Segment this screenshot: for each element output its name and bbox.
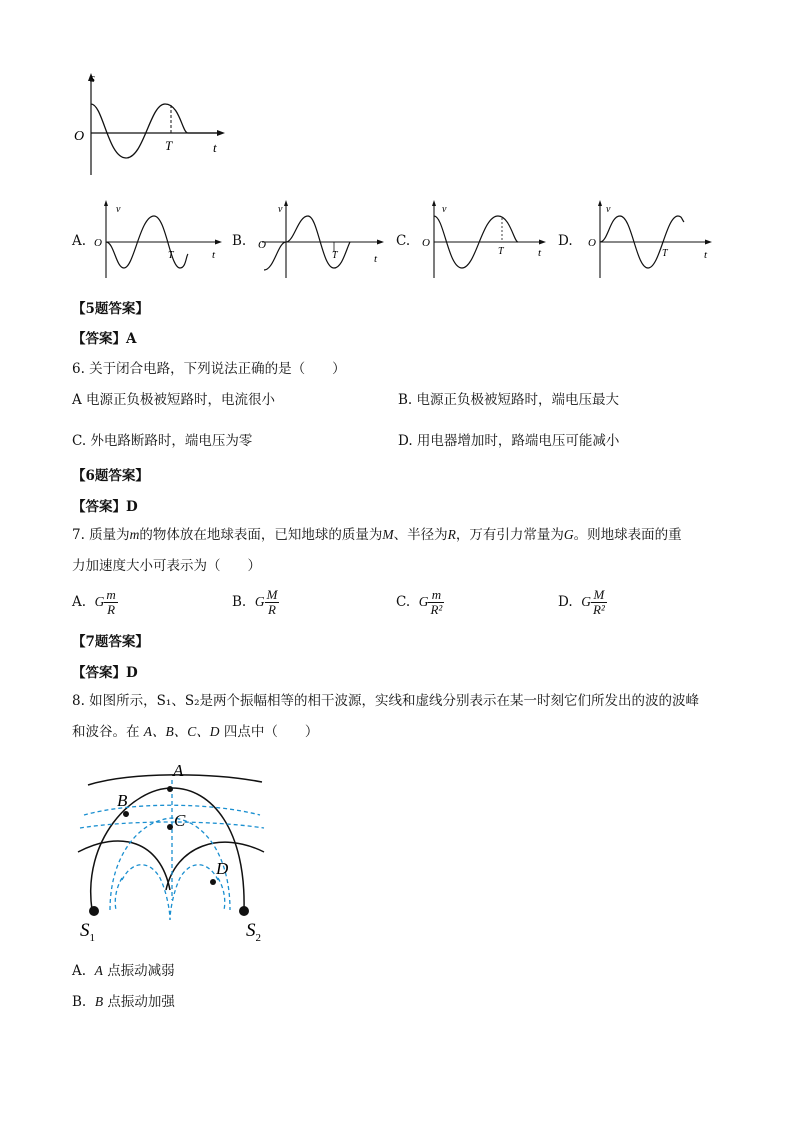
label-d: D	[216, 859, 229, 878]
point-c-dot	[167, 824, 173, 830]
option-d-t-mark: T	[662, 248, 668, 259]
option-c-origin: O	[422, 237, 430, 249]
q8-option-b: B. B 点振动加强	[72, 994, 175, 1010]
label-c: C	[174, 811, 186, 830]
option-a-v-label: v	[116, 204, 121, 215]
option-c-v-label: v	[442, 204, 447, 215]
interference-figure	[70, 760, 280, 950]
option-d-t-label: t	[704, 249, 708, 261]
q6-option-c: C. 外电路断路时，端电压为零	[72, 433, 253, 449]
q6-option-a: A 电源正负极被短路时，电流很小	[72, 392, 276, 408]
option-b-v-label: v	[278, 204, 283, 215]
q7-option-a: A. G $\frac{m}{R}$	[72, 587, 116, 617]
q5-answer: 【答案】A	[72, 331, 137, 347]
label-b: B	[117, 791, 128, 810]
point-a-dot	[167, 786, 173, 792]
option-b-graph	[254, 198, 394, 280]
label-a: A	[173, 761, 184, 780]
t-mark-label: T	[165, 138, 173, 153]
option-c-t-label: t	[538, 247, 542, 259]
q6-option-d: D. 用电器增加时，路端电压可能减小	[398, 433, 620, 449]
q5-section-header: 【5题答案】	[72, 301, 149, 317]
option-a-origin: O	[94, 237, 102, 249]
q7-option-c: C. G $\frac{m}{\text{R²}}$	[396, 587, 443, 617]
option-b-t-label: t	[374, 253, 378, 265]
q7-answer: 【答案】D	[72, 665, 138, 681]
q8-stem-line1: 8. 如图所示，S₁、S₂是两个振幅相等的相干波源，实线和虚线分别表示在某一时刻它们所发出的波的波峰	[72, 693, 699, 709]
option-a-t-mark: T	[168, 250, 174, 261]
option-d-origin: O	[588, 237, 596, 249]
option-b-origin: O	[258, 239, 266, 251]
q7-section-header: 【7题答案】	[72, 634, 149, 650]
label-s2: $S_2$	[246, 920, 261, 944]
q8-stem-line2: 和波谷。在 A、B、C、D 四点中（ ）	[72, 724, 319, 740]
option-b-t-mark: T	[332, 250, 338, 261]
point-d-dot	[210, 879, 216, 885]
option-c-t-mark: T	[498, 246, 504, 257]
q6-stem: 6. 关于闭合电路，下列说法正确的是（ ）	[72, 361, 346, 377]
option-a-letter: A.	[72, 233, 87, 249]
option-a-graph	[88, 198, 228, 280]
option-c-letter: C.	[396, 233, 411, 249]
point-b-dot	[123, 811, 129, 817]
q7-stem-line2: 力加速度大小可表示为（ ）	[72, 558, 261, 574]
source-s1-dot	[89, 906, 99, 916]
q7-stem-line1: 7. 质量为m的物体放在地球表面，已知地球的质量为M、半径为R，万有引力常量为G。则地球表面的重	[72, 527, 682, 543]
origin-label: O	[74, 129, 85, 144]
q8-option-a: A. A 点振动减弱	[72, 963, 175, 979]
option-c-graph	[408, 198, 553, 280]
q6-answer: 【答案】D	[72, 499, 138, 515]
option-d-v-label: v	[606, 204, 611, 215]
s-axis-label: s	[90, 70, 96, 85]
option-a-t-label: t	[212, 249, 216, 261]
t-axis-label: t	[213, 140, 217, 155]
option-d-letter: D.	[558, 233, 573, 249]
option-b-letter: B.	[232, 233, 247, 249]
q6-section-header: 【6题答案】	[72, 468, 149, 484]
q7-option-b: B. G $\frac{M}{R}$	[232, 587, 278, 617]
s-t-graph	[70, 70, 235, 180]
q6-option-b: B. 电源正负极被短路时，端电压最大	[398, 392, 620, 408]
q7-option-d: D. G $\frac{M}{\text{R²}}$	[558, 587, 605, 617]
option-d-graph	[578, 198, 718, 280]
source-s2-dot	[239, 906, 249, 916]
label-s1: $S_1$	[80, 920, 95, 944]
